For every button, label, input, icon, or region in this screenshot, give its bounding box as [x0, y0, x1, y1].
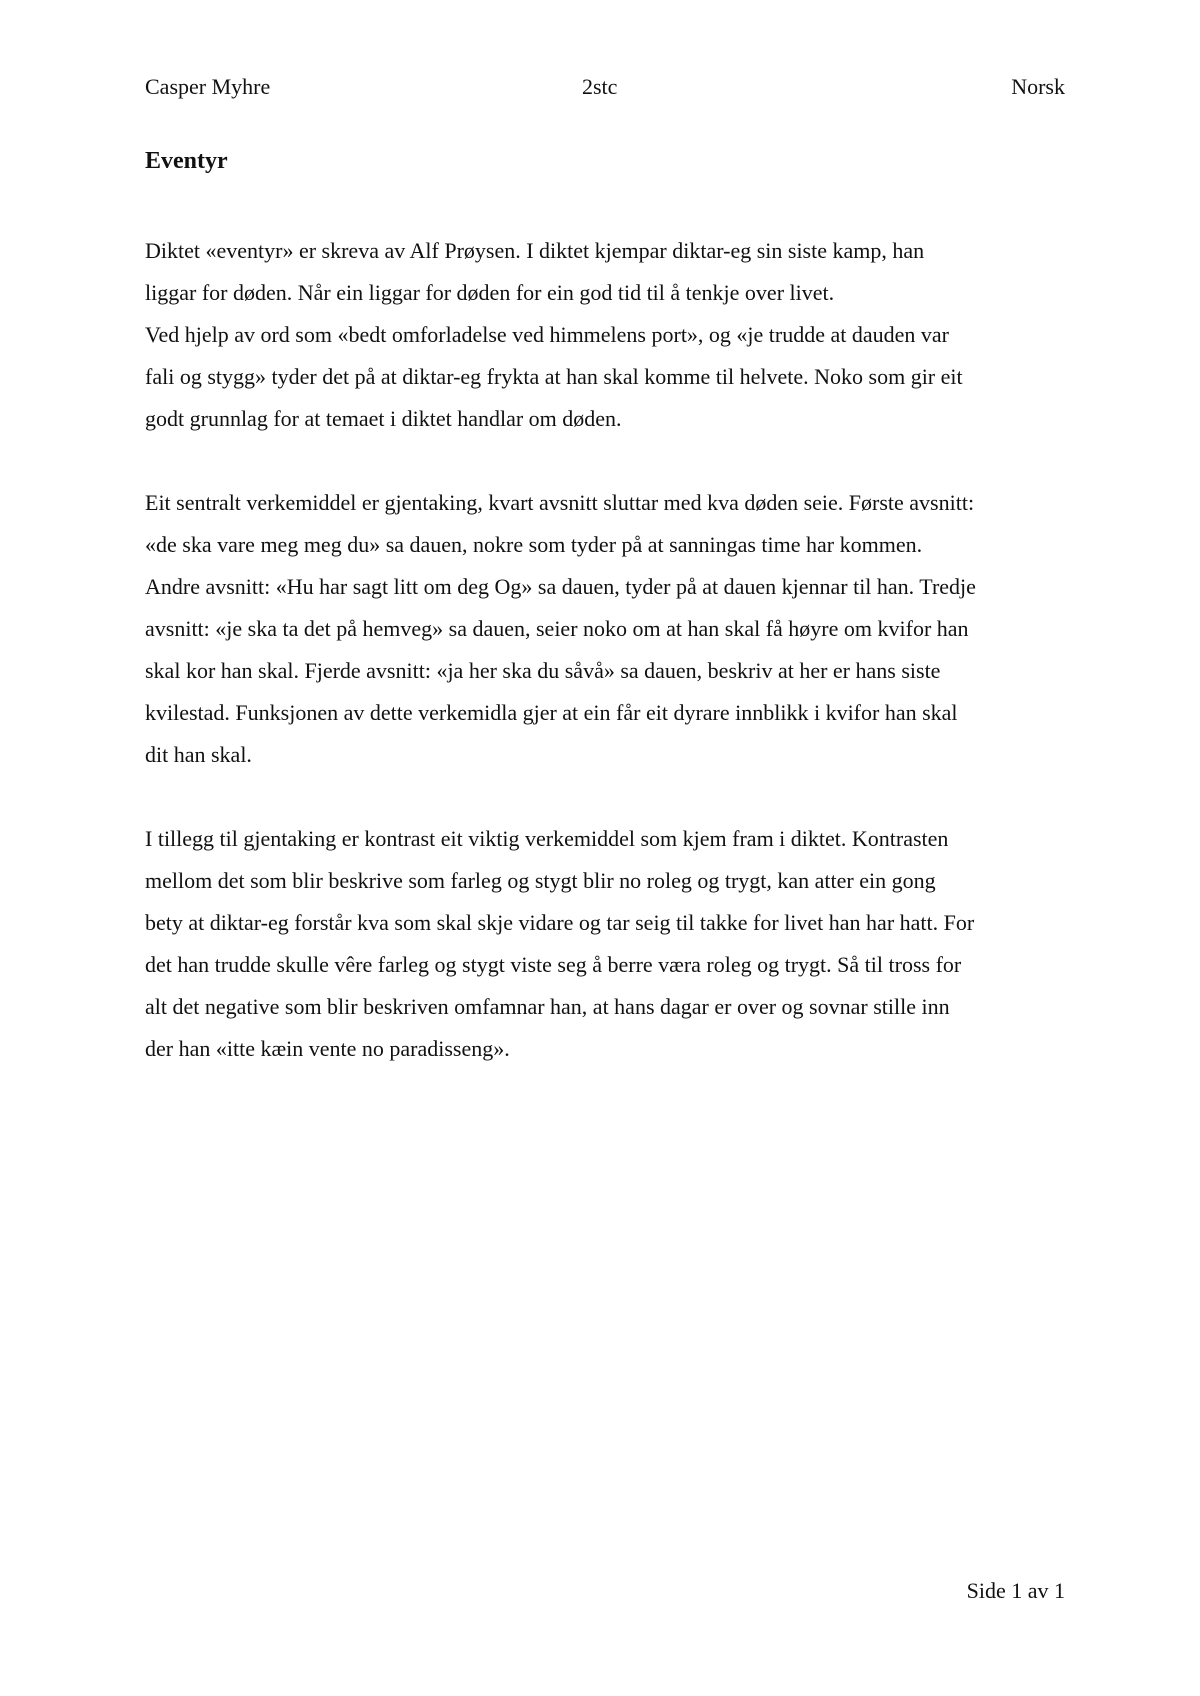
text-line: alt det negative som blir beskriven omfamnar han, at hans dagar er over og sovnar stille inn [145, 994, 950, 1019]
text-line: Eit sentralt verkemiddel er gjentaking, kvart avsnitt sluttar med kva døden seie. Første avsnitt: [145, 490, 975, 515]
text-line: godt grunnlag for at temaet i diktet handlar om døden. [145, 406, 622, 431]
text-line: der han «itte kæin vente no paradisseng». [145, 1036, 510, 1061]
text-line: kvilestad. Funksjonen av dette verkemidla gjer at ein får eit dyrare innblikk i kvifor han skal [145, 700, 958, 725]
page-number: Side 1 av 1 [966, 1578, 1065, 1603]
header-subject: Norsk [1011, 74, 1065, 99]
document-title: Eventyr [145, 148, 228, 174]
text-line: fali og stygg» tyder det på at diktar-eg frykta at han skal komme til helvete. Noko som gir eit [145, 364, 963, 389]
text-line: «de ska vare meg meg du» sa dauen, nokre som tyder på at sanningas time har kommen. [145, 532, 923, 557]
paragraph-2 [145, 482, 1065, 776]
header-author: Casper Myhre [145, 74, 271, 99]
text-line: mellom det som blir beskrive som farleg og stygt blir no roleg og trygt, kan atter ein gong [145, 868, 936, 893]
text-line: det han trudde skulle vêre farleg og stygt viste seg å berre væra roleg og trygt. Så til tross for [145, 952, 962, 977]
text-line: liggar for døden. Når ein liggar for døden for ein god tid til å tenkje over livet. [145, 280, 835, 305]
page-header [145, 72, 1065, 102]
text-line: Ved hjelp av ord som «bedt omforladelse ved himmelens port», og «je trudde at dauden var [145, 322, 950, 347]
text-line: dit han skal. [145, 742, 252, 767]
text-line: I tillegg til gjentaking er kontrast eit viktig verkemiddel som kjem fram i diktet. Kontrasten [145, 826, 949, 851]
text-line: skal kor han skal. Fjerde avsnitt: «ja her ska du såvå» sa dauen, beskriv at her er hans siste [145, 658, 941, 683]
header-class: 2stc [582, 74, 618, 99]
paragraph-3 [145, 818, 1065, 1070]
text-line: Andre avsnitt: «Hu har sagt litt om deg Og» sa dauen, tyder på at dauen kjennar til han. Tredje [145, 574, 976, 599]
text-line: Diktet «eventyr» er skreva av Alf Prøysen. I diktet kjempar diktar-eg sin siste kamp, han [145, 238, 925, 263]
text-line: bety at diktar-eg forstår kva som skal skje vidare og tar seig til takke for livet han har hatt. For [145, 910, 975, 935]
paragraph-1 [145, 230, 1065, 440]
document-body [145, 144, 1065, 1112]
text-line: avsnitt: «je ska ta det på hemveg» sa dauen, seier noko om at han skal få høyre om kvifor han [145, 616, 969, 641]
